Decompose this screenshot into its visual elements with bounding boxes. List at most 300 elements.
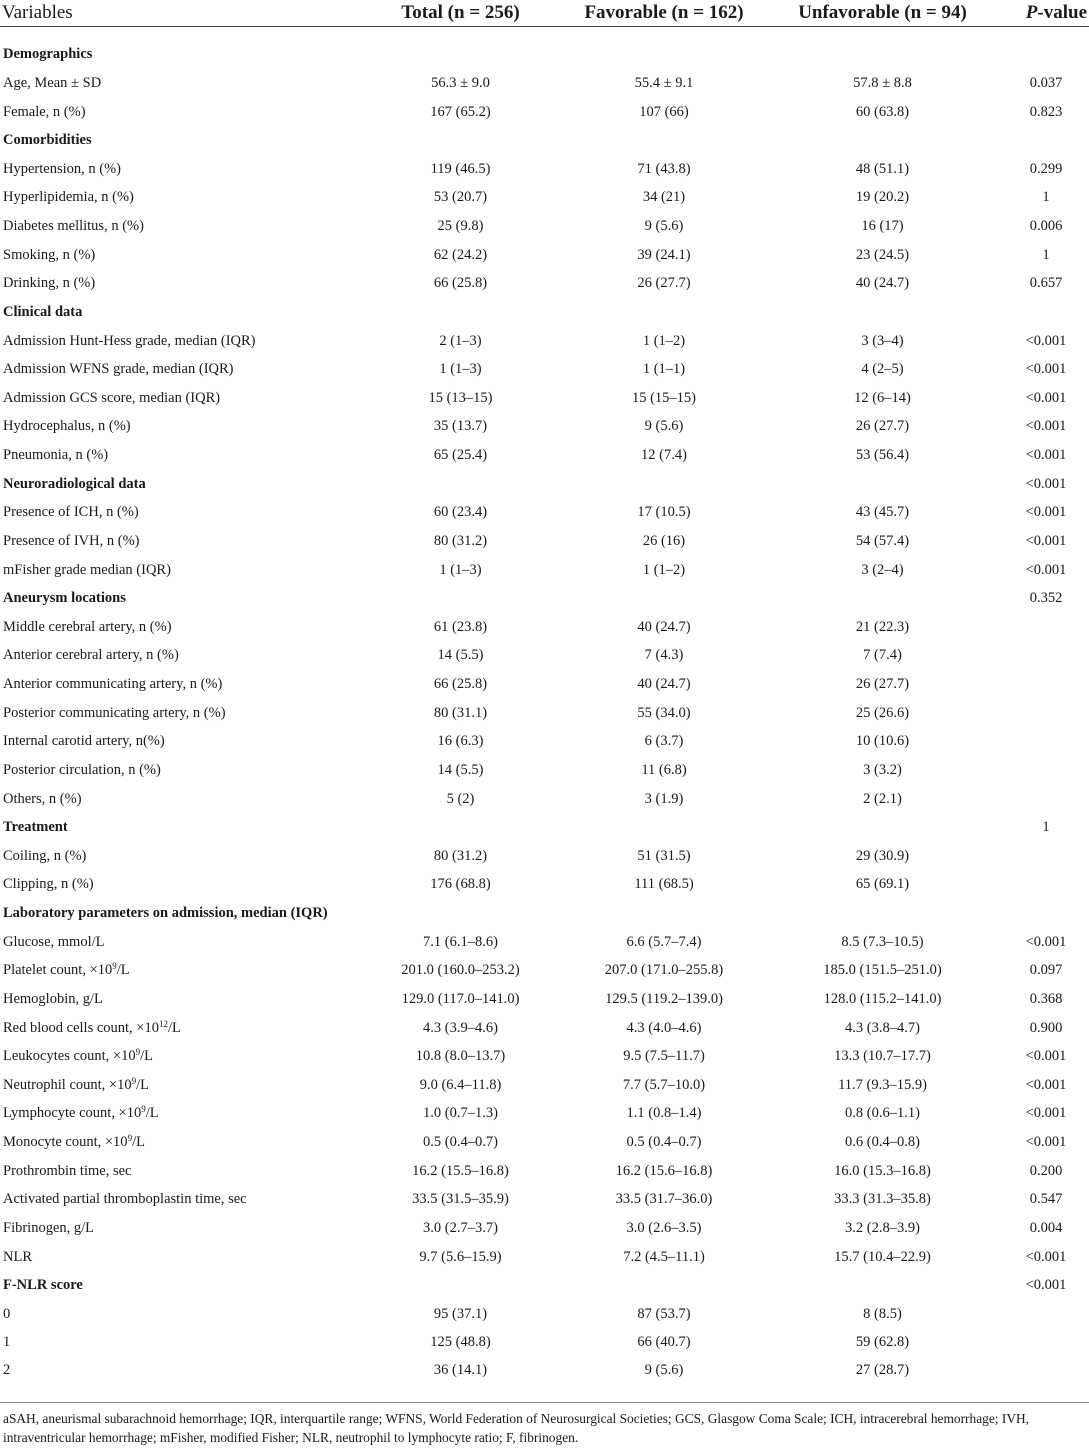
- table-row: [0, 155, 1089, 184]
- unfavorable-cell: [762, 298, 1003, 327]
- favorable-cell: 26 (27.7): [637, 275, 691, 292]
- unfavorable-cell: [762, 813, 1003, 842]
- table-row: [0, 441, 1089, 470]
- total-cell: 4.3 (3.9–4.6): [423, 1019, 498, 1036]
- variable-label: [0, 1157, 355, 1186]
- header-favorable: Favorable (n = 162): [566, 0, 762, 27]
- unfavorable-cell: 11.7 (9.3–15.9): [838, 1076, 927, 1093]
- unit-suffix: /L: [136, 1076, 149, 1093]
- variable-label: [0, 98, 355, 127]
- table-row: [0, 785, 1089, 814]
- p-value-cell: 0.097: [1029, 962, 1063, 979]
- total-cell: 1 (1–3): [439, 561, 482, 578]
- variable-label-text: Monocyte count, ×10: [3, 1134, 128, 1151]
- variable-label-text: Pneumonia, n (%): [3, 447, 109, 464]
- unfavorable-cell: 0.6 (0.4–0.8): [845, 1134, 920, 1151]
- unfavorable-cell: 40 (24.7): [855, 275, 910, 292]
- table-row: [0, 1014, 1089, 1043]
- unit-exponent: 9: [141, 1104, 146, 1115]
- variable-label-text: Aneurysm locations: [3, 590, 126, 607]
- variable-label-text: Drinking, n (%): [3, 275, 96, 292]
- variable-label: [0, 413, 355, 442]
- p-value-cell: [1003, 1329, 1089, 1358]
- p-value-cell: [1003, 756, 1089, 785]
- variable-label-text: Red blood cells count, ×10: [3, 1019, 159, 1036]
- table-row: [0, 642, 1089, 671]
- favorable-cell: 9 (5.6): [644, 218, 684, 235]
- total-cell: 2 (1–3): [439, 332, 482, 349]
- p-value-cell: [1003, 785, 1089, 814]
- variable-label: [0, 928, 355, 957]
- p-value-cell: <0.001: [1025, 1076, 1067, 1093]
- p-value-cell: [1003, 1357, 1089, 1386]
- unfavorable-cell: 16.0 (15.3–16.8): [834, 1162, 931, 1179]
- table-row: [0, 670, 1089, 699]
- p-value-cell: 0.200: [1029, 1162, 1063, 1179]
- favorable-cell: 15 (15–15): [631, 389, 697, 406]
- unit-suffix: /L: [132, 1134, 145, 1151]
- total-cell: 201.0 (160.0–253.2): [401, 962, 520, 979]
- header-p-italic: P: [1025, 2, 1038, 23]
- total-cell: 36 (14.1): [433, 1362, 488, 1379]
- favorable-cell: 39 (24.1): [637, 246, 691, 263]
- total-cell: 80 (31.1): [433, 704, 488, 721]
- total-cell: 10.8 (8.0–13.7): [415, 1048, 506, 1065]
- favorable-cell: 66 (40.7): [637, 1334, 691, 1351]
- variable-label: [0, 1014, 355, 1043]
- variable-label: [0, 441, 355, 470]
- section-label: [0, 813, 355, 842]
- variable-label: [0, 212, 355, 241]
- table-row: [0, 1186, 1089, 1215]
- variable-label: [0, 842, 355, 871]
- favorable-cell: 1.1 (0.8–1.4): [626, 1105, 702, 1122]
- table-row: [0, 1243, 1089, 1272]
- variable-label-text: Admission Hunt-Hess grade, median (IQR): [3, 332, 256, 349]
- unfavorable-cell: 15.7 (10.4–22.9): [834, 1248, 931, 1265]
- p-value-cell: 0.900: [1029, 1019, 1063, 1036]
- variable-label-text: Clipping, n (%): [3, 876, 94, 893]
- unfavorable-cell: 60 (63.8): [855, 103, 910, 120]
- unfavorable-cell: 4 (2–5): [861, 361, 904, 378]
- total-cell: [355, 470, 566, 499]
- table-row: [0, 728, 1089, 757]
- unfavorable-cell: 26 (27.7): [855, 418, 910, 435]
- favorable-cell: 0.5 (0.4–0.7): [626, 1134, 702, 1151]
- favorable-cell: [566, 899, 762, 928]
- variable-label: [0, 1100, 355, 1129]
- favorable-cell: 26 (16): [642, 532, 686, 549]
- section-label: [0, 899, 355, 928]
- table-row: [0, 499, 1089, 528]
- section-label: [0, 584, 355, 613]
- variable-label: [0, 1128, 355, 1157]
- unfavorable-cell: 25 (26.6): [855, 704, 910, 721]
- unfavorable-cell: 8 (8.5): [863, 1305, 902, 1322]
- unfavorable-cell: 7 (7.4): [863, 647, 902, 664]
- favorable-cell: 17 (10.5): [637, 504, 691, 521]
- total-cell: 1.0 (0.7–1.3): [423, 1105, 498, 1122]
- unit-exponent: 9: [127, 1133, 133, 1144]
- variable-label-text: Diabetes mellitus, n (%): [3, 218, 144, 235]
- favorable-cell: 71 (43.8): [637, 160, 691, 177]
- variable-label-text: 1: [3, 1334, 11, 1351]
- table-row: [0, 928, 1089, 957]
- total-cell: 167 (65.2): [430, 103, 491, 120]
- section-row: [0, 899, 1089, 928]
- unfavorable-cell: 13.3 (10.7–17.7): [834, 1048, 931, 1065]
- p-value-cell: 1: [1042, 189, 1050, 206]
- favorable-cell: 111 (68.5): [634, 876, 694, 893]
- favorable-cell: 7 (4.3): [644, 647, 684, 664]
- table-row: [0, 384, 1089, 413]
- table-row: [0, 184, 1089, 213]
- table-row: [0, 1100, 1089, 1129]
- variable-label-text: Hemoglobin, g/L: [3, 990, 103, 1007]
- unit-suffix: /L: [116, 962, 130, 979]
- unfavorable-cell: 59 (62.8): [855, 1334, 910, 1351]
- variable-label: [0, 1243, 355, 1272]
- favorable-cell: 34 (21): [642, 189, 686, 206]
- p-value-cell: <0.001: [1025, 504, 1067, 521]
- p-value-cell: <0.001: [1025, 1048, 1067, 1065]
- variable-label: [0, 1186, 355, 1215]
- variable-label-text: Others, n (%): [3, 790, 82, 807]
- unfavorable-cell: 27 (28.7): [855, 1362, 910, 1379]
- total-cell: 14 (5.5): [437, 761, 484, 778]
- favorable-cell: 6 (3.7): [644, 733, 684, 750]
- p-value-cell: <0.001: [1025, 475, 1067, 492]
- favorable-cell: 55.4 ± 9.1: [634, 74, 694, 91]
- variable-label-text: Leukocytes count, ×10: [3, 1048, 136, 1065]
- total-cell: [355, 1271, 566, 1300]
- variable-label-text: Treatment: [3, 819, 68, 836]
- favorable-cell: 7.7 (5.7–10.0): [622, 1076, 706, 1093]
- total-cell: 16 (6.3): [437, 733, 484, 750]
- variable-label-text: Posterior circulation, n (%): [3, 761, 161, 778]
- variable-label: [0, 985, 355, 1014]
- variable-label-text: Hypertension, n (%): [3, 160, 121, 177]
- favorable-cell: [566, 298, 762, 327]
- total-cell: [355, 126, 566, 155]
- p-value-cell: <0.001: [1025, 1277, 1067, 1294]
- variable-label-text: Hydrocephalus, n (%): [3, 418, 131, 435]
- favorable-cell: 40 (24.7): [637, 618, 691, 635]
- favorable-cell: 207.0 (171.0–255.8): [604, 962, 724, 979]
- variable-label: [0, 1329, 355, 1358]
- p-value-cell: [1003, 1300, 1089, 1329]
- unit-exponent: 9: [135, 1047, 141, 1058]
- p-value-cell: 0.352: [1029, 590, 1063, 607]
- favorable-cell: [566, 470, 762, 499]
- total-cell: 119 (46.5): [430, 160, 491, 177]
- favorable-cell: 9 (5.6): [644, 1362, 684, 1379]
- table-row: [0, 756, 1089, 785]
- unfavorable-cell: 12 (6–14): [854, 389, 911, 406]
- total-cell: 56.3 ± 9.0: [431, 74, 490, 91]
- table-row: [0, 1357, 1089, 1386]
- variable-label-text: Anterior cerebral artery, n (%): [3, 647, 179, 664]
- unfavorable-cell: 53 (56.4): [855, 447, 910, 464]
- unfavorable-cell: 0.8 (0.6–1.1): [845, 1105, 920, 1122]
- header-variables: Variables: [0, 0, 355, 27]
- variable-label-text: Posterior communicating artery, n (%): [3, 704, 226, 721]
- variable-label: [0, 327, 355, 356]
- p-value-cell: <0.001: [1025, 1105, 1067, 1122]
- p-value-cell: [1003, 126, 1089, 155]
- total-cell: 60 (23.4): [433, 504, 488, 521]
- variable-label-text: Admission WFNS grade, median (IQR): [3, 361, 234, 378]
- p-value-cell: [1003, 871, 1089, 900]
- favorable-cell: 129.5 (119.2–139.0): [605, 990, 723, 1007]
- unfavorable-cell: 10 (10.6): [855, 733, 910, 750]
- variable-label: [0, 1300, 355, 1329]
- variable-label-text: F-NLR score: [3, 1277, 83, 1294]
- variable-label-text: Prothrombin time, sec: [3, 1162, 132, 1179]
- section-row: [0, 126, 1089, 155]
- favorable-cell: 1 (1–2): [642, 332, 686, 349]
- p-value-cell: 1: [1042, 819, 1050, 836]
- total-cell: 80 (31.2): [433, 532, 488, 549]
- variable-label-text: Middle cerebral artery, n (%): [3, 618, 172, 635]
- p-value-cell: [1003, 298, 1089, 327]
- total-cell: 3.0 (2.7–3.7): [423, 1219, 498, 1236]
- favorable-cell: 9.5 (7.5–11.7): [623, 1048, 705, 1065]
- favorable-cell: [566, 813, 762, 842]
- variable-label: [0, 556, 355, 585]
- section-label: [0, 1271, 355, 1300]
- unfavorable-cell: 2 (2.1): [863, 790, 902, 807]
- variable-label: [0, 670, 355, 699]
- table-row: [0, 212, 1089, 241]
- section-row: [0, 470, 1089, 499]
- variable-label-text: Hyperlipidemia, n (%): [3, 189, 134, 206]
- unfavorable-cell: 128.0 (115.2–141.0): [823, 990, 942, 1007]
- total-cell: 1 (1–3): [439, 361, 482, 378]
- total-cell: 16.2 (15.5–16.8): [412, 1162, 509, 1179]
- variable-label-text: Clinical data: [3, 303, 83, 320]
- table-row: [0, 1157, 1089, 1186]
- total-cell: [355, 584, 566, 613]
- favorable-cell: [566, 1271, 762, 1300]
- unfavorable-cell: 21 (22.3): [855, 618, 910, 635]
- variable-label-text: Internal carotid artery, n(%): [3, 733, 165, 750]
- section-label: [0, 126, 355, 155]
- variable-label-text: NLR: [3, 1248, 32, 1265]
- total-cell: 33.5 (31.5–35.9): [412, 1191, 509, 1208]
- favorable-cell: [566, 41, 762, 70]
- unit-suffix: /L: [140, 1048, 153, 1065]
- favorable-cell: 3 (1.9): [644, 790, 684, 807]
- unfavorable-cell: 57.8 ± 8.8: [853, 74, 912, 91]
- unfavorable-cell: 26 (27.7): [855, 676, 910, 693]
- p-value-cell: <0.001: [1025, 361, 1067, 378]
- table-row: [0, 98, 1089, 127]
- p-value-cell: [1003, 842, 1089, 871]
- variable-label-text: Comorbidities: [3, 132, 92, 149]
- table-body: [0, 27, 1089, 1386]
- unit-suffix: /L: [145, 1105, 159, 1122]
- variable-label-text: mFisher grade median (IQR): [3, 561, 171, 578]
- total-cell: 53 (20.7): [433, 189, 488, 206]
- p-value-cell: <0.001: [1025, 418, 1067, 435]
- p-value-cell: <0.001: [1025, 1248, 1067, 1265]
- total-cell: 14 (5.5): [437, 647, 484, 664]
- variable-label-text: Age, Mean ± SD: [3, 74, 102, 91]
- p-value-cell: <0.001: [1025, 561, 1067, 578]
- total-cell: [355, 899, 566, 928]
- p-value-cell: 0.547: [1029, 1191, 1063, 1208]
- table-row: [0, 556, 1089, 585]
- p-value-cell: [1003, 728, 1089, 757]
- p-value-cell: [1003, 699, 1089, 728]
- p-value-cell: 0.657: [1029, 275, 1063, 292]
- favorable-cell: 7.2 (4.5–11.1): [623, 1248, 705, 1265]
- total-cell: 66 (25.8): [433, 676, 488, 693]
- total-cell: 80 (31.2): [433, 847, 488, 864]
- section-label: [0, 470, 355, 499]
- total-cell: 0.5 (0.4–0.7): [423, 1134, 498, 1151]
- p-value-cell: [1003, 642, 1089, 671]
- unfavorable-cell: 29 (30.9): [855, 847, 910, 864]
- section-row: [0, 298, 1089, 327]
- favorable-cell: 55 (34.0): [637, 704, 691, 721]
- favorable-cell: 12 (7.4): [641, 447, 687, 464]
- total-cell: 9.7 (5.6–15.9): [419, 1248, 502, 1265]
- favorable-cell: 6.6 (5.7–7.4): [626, 933, 702, 950]
- favorable-cell: 9 (5.6): [644, 418, 684, 435]
- total-cell: 65 (25.4): [433, 447, 488, 464]
- variable-label-text: 0: [3, 1305, 11, 1322]
- variable-label: [0, 270, 355, 299]
- variable-label-text: Female, n (%): [3, 103, 86, 120]
- variable-label-text: Admission GCS score, median (IQR): [3, 389, 221, 406]
- unfavorable-cell: 3 (3.2): [863, 761, 902, 778]
- unit-suffix: /L: [167, 1019, 181, 1036]
- p-value-cell: [1003, 613, 1089, 642]
- p-value-cell: 0.823: [1029, 103, 1063, 120]
- table-row: [0, 842, 1089, 871]
- variable-label-text: Lymphocyte count, ×10: [3, 1105, 142, 1122]
- total-cell: 61 (23.8): [433, 618, 488, 635]
- variable-label: [0, 184, 355, 213]
- unfavorable-cell: 3 (2–4): [861, 561, 904, 578]
- p-value-cell: 0.299: [1029, 160, 1063, 177]
- p-value-cell: 0.037: [1029, 74, 1063, 91]
- variable-label: [0, 384, 355, 413]
- variable-label-text: Presence of IVH, n (%): [3, 532, 140, 549]
- favorable-cell: 33.5 (31.7–36.0): [615, 1191, 713, 1208]
- section-label: [0, 298, 355, 327]
- favorable-cell: [566, 126, 762, 155]
- variable-label-text: Glucose, mmol/L: [3, 933, 105, 950]
- p-value-cell: 0.004: [1029, 1219, 1063, 1236]
- p-value-cell: <0.001: [1025, 332, 1067, 349]
- table-row: [0, 241, 1089, 270]
- variable-label-text: Platelet count, ×10: [3, 962, 113, 979]
- total-cell: 25 (9.8): [437, 218, 484, 235]
- variable-label-text: Laboratory parameters on admission, median (IQR): [3, 905, 328, 922]
- header-row: [0, 0, 1089, 27]
- header-spacer: [0, 27, 1089, 41]
- table-row: [0, 1128, 1089, 1157]
- unfavorable-cell: [762, 899, 1003, 928]
- favorable-cell: 16.2 (15.6–16.8): [615, 1162, 713, 1179]
- header-total: Total (n = 256): [355, 0, 566, 27]
- table-row: [0, 1329, 1089, 1358]
- favorable-cell: 11 (6.8): [641, 761, 687, 778]
- total-cell: [355, 298, 566, 327]
- variable-label: [0, 699, 355, 728]
- table-row: [0, 1214, 1089, 1243]
- favorable-cell: 51 (31.5): [637, 847, 691, 864]
- unfavorable-cell: 54 (57.4): [855, 532, 910, 549]
- favorable-cell: 1 (1–2): [642, 561, 686, 578]
- total-cell: 95 (37.1): [433, 1305, 488, 1322]
- table-row: [0, 355, 1089, 384]
- unfavorable-cell: 185.0 (151.5–251.0): [823, 962, 942, 979]
- variable-label-text: Activated partial thromboplastin time, sec: [3, 1191, 247, 1208]
- p-value-cell: <0.001: [1025, 389, 1067, 406]
- total-cell: 62 (24.2): [433, 246, 488, 263]
- unfavorable-cell: [762, 41, 1003, 70]
- header-p-suffix: -value: [1037, 2, 1087, 23]
- variable-label: [0, 785, 355, 814]
- variable-label: [0, 1042, 355, 1071]
- table-header: [0, 0, 1089, 27]
- section-row: [0, 584, 1089, 613]
- p-value-cell: [1003, 899, 1089, 928]
- table-row: [0, 699, 1089, 728]
- total-cell: [355, 41, 566, 70]
- favorable-cell: 87 (53.7): [637, 1305, 691, 1322]
- table-row: [0, 1042, 1089, 1071]
- total-cell: 5 (2): [446, 790, 475, 807]
- header-p-value: [1003, 0, 1089, 27]
- unit-exponent: 9: [131, 1075, 137, 1086]
- variable-label-text: Anterior communicating artery, n (%): [3, 676, 223, 693]
- unit-exponent: 12: [158, 1018, 168, 1029]
- p-value-cell: <0.001: [1025, 1134, 1067, 1151]
- unfavorable-cell: 23 (24.5): [855, 246, 910, 263]
- variable-label: [0, 355, 355, 384]
- section-label: [0, 41, 355, 70]
- table-row: [0, 871, 1089, 900]
- favorable-cell: 107 (66): [639, 103, 689, 120]
- total-cell: 129.0 (117.0–141.0): [401, 990, 520, 1007]
- unfavorable-cell: 65 (69.1): [855, 876, 910, 893]
- variable-label-text: Neutrophil count, ×10: [3, 1076, 132, 1093]
- variable-label: [0, 1357, 355, 1386]
- header-unfavorable: Unfavorable (n = 94): [762, 0, 1003, 27]
- favorable-cell: 3.0 (2.6–3.5): [626, 1219, 702, 1236]
- table-row: [0, 327, 1089, 356]
- section-row: [0, 41, 1089, 70]
- table-footnote: aSAH, aneurismal subarachnoid hemorrhage; IQR, interquartile range; WFNS, World Federation of Neurosurgical Societies; GCS, Glasgow Coma Scale; ICH, intracerebral hemorrhage; IVH, intraventricular hemorrhage; mFisher, modified Fisher; NLR, neutrophil to lymphocyte ratio; F, fibrinogen.: [3, 1410, 1030, 1445]
- p-value-cell: <0.001: [1025, 447, 1067, 464]
- unit-exponent: 9: [112, 961, 117, 972]
- variable-label: [0, 69, 355, 98]
- unfavorable-cell: [762, 1271, 1003, 1300]
- total-cell: [355, 813, 566, 842]
- variable-label: [0, 613, 355, 642]
- variable-label: [0, 756, 355, 785]
- variable-label: [0, 1214, 355, 1243]
- total-cell: 15 (13–15): [428, 389, 493, 406]
- variable-label-text: Neuroradiological data: [3, 475, 146, 492]
- unfavorable-cell: 43 (45.7): [855, 504, 910, 521]
- table-row: [0, 1300, 1089, 1329]
